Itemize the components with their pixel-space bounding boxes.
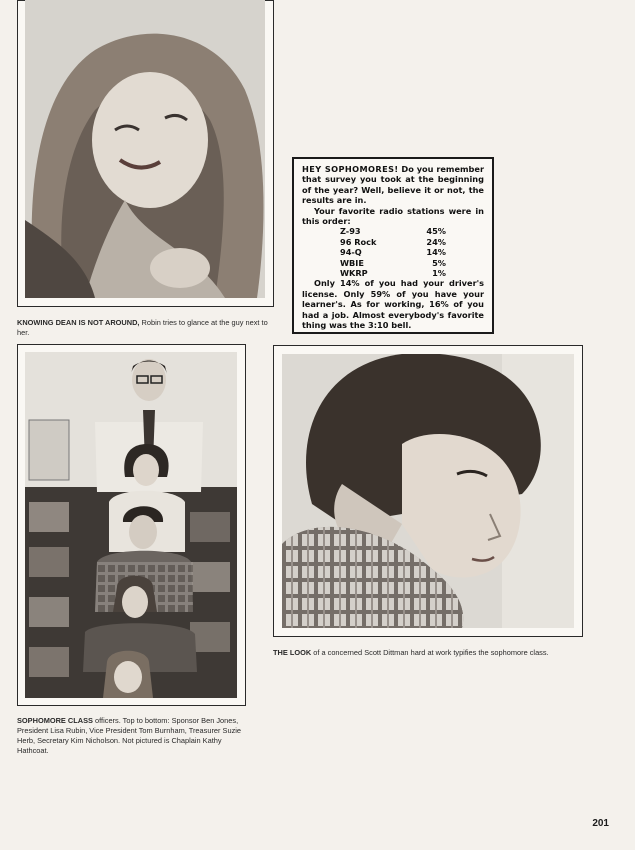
station-row <box>340 268 484 278</box>
page-number: 201 <box>592 818 609 829</box>
photo-robin <box>25 0 265 298</box>
station-percent: 45% <box>426 226 446 237</box>
photo-class-officers <box>25 352 237 698</box>
survey-intro-text: Do you remember that survey you took at the beginning of the year? Well, believe it or not, the results are in. <box>302 164 485 206</box>
station-name: Z-93 <box>340 226 361 237</box>
station-row <box>340 237 484 247</box>
station-row <box>340 258 484 268</box>
station-percent: 5% <box>432 257 446 268</box>
station-name: 96 Rock <box>340 236 377 247</box>
caption-top <box>17 318 275 338</box>
survey-heading: HEY SOPHOMORES! <box>302 164 399 174</box>
caption-top-text: Robin tries to glance at the guy next to her. <box>17 318 268 337</box>
station-list <box>340 226 484 278</box>
caption-top-lead: KNOWING DEAN IS NOT AROUND, <box>17 318 140 327</box>
station-name: WKRP <box>340 268 368 279</box>
station-row <box>340 247 484 257</box>
station-name: WBIE <box>340 257 364 268</box>
station-name: 94-Q <box>340 247 362 258</box>
caption-bottom-text: officers. Top to bottom: Sponsor Ben Jones, President Lisa Rubin, Vice President Tom Burnham, Treasurer Suzie Herb, Secretary Kim Nicholson. Not pictured is Chaplain Kathy Hathcoat. <box>17 716 242 755</box>
station-percent: 14% <box>426 247 446 258</box>
station-percent: 24% <box>426 236 446 247</box>
caption-right-text: of a concerned Scott Dittman hard at work typifies the sophomore class. <box>311 648 549 657</box>
caption-right-lead: THE LOOK <box>273 648 312 657</box>
station-percent: 1% <box>432 268 446 279</box>
caption-bottom <box>17 716 247 756</box>
station-row <box>340 226 484 236</box>
caption-bottom-lead: SOPHOMORE CLASS <box>17 716 93 725</box>
survey-intro <box>302 164 484 206</box>
survey-radio-intro: Your favorite radio stations were in this order: <box>302 205 484 227</box>
survey-closing: Only 14% of you had your driver's license. Only 59% of you have your learner's. As for working, 16% of you had a job. Almost everybody's favorite thing was the 3:10 bell. <box>302 278 484 331</box>
survey-box <box>292 157 494 334</box>
photo-scott-dittman <box>282 354 574 628</box>
caption-right <box>273 648 593 658</box>
